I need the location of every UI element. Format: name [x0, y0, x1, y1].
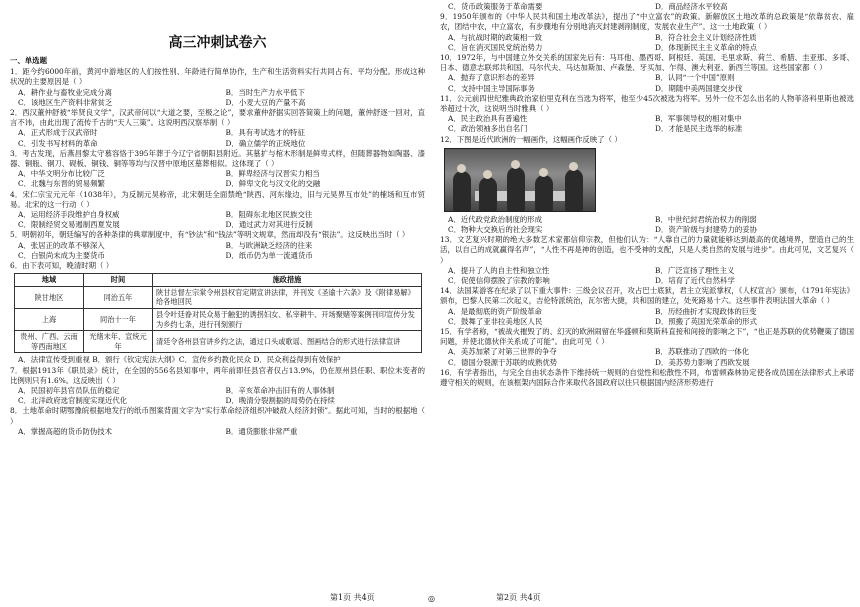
- question-1: 1．距今约6000年前，黄河中游地区的人们按性别、年龄进行简单协作，生产和生活资料实行共同占有、平均分配。形成这种状况的主要原因是（ ）: [10, 67, 425, 87]
- question-11: 11．公元前四世纪雅典政治家伯里克利在当选为将军，他至少45次被选为将军。另外一位不怎么出名的人物菲洛科里斯也被选举超过十次，这说明当时雅典（ ）: [440, 93, 854, 114]
- option: D．小麦大豆的产量不高: [225, 97, 306, 107]
- option: B．当时生产力水平低下: [225, 87, 305, 97]
- option: A．与抗战时期的政策相一致: [448, 32, 543, 42]
- option: D．体现新民主主义革命的特点: [655, 42, 758, 52]
- page-number-left: 第1页 共4页: [330, 593, 375, 602]
- option: B．通货膨胀非常严重: [225, 426, 298, 436]
- question-15: 15．有学者称，“被战火摧毁了的、幻灭的欧洲闹留在华盛顿和莫斯科直接和间接的影响之下”，“也正是苏联的优势鞭策了德国问题，并使北德伙伴关系成了可能”。由此可见（ ）: [440, 327, 854, 347]
- option: B．与欧洲缺乏经济的往来: [225, 240, 313, 250]
- option: C．促使信仰摆脱了宗教的影响: [448, 276, 550, 286]
- option: D．才能是民主选举的标准: [655, 124, 743, 134]
- option: B．辛亥革命冲击旧有的人事体制: [225, 386, 335, 396]
- table-header: 施政措施: [153, 274, 422, 287]
- question-8-options-cont: [440, 2, 854, 12]
- question-10-options: [440, 73, 854, 93]
- question-7: 7．根据1913年《职员录》统计，在全国的556名县知事中，两年前即任县官者仅占13.9%，仍在原州县任职、职位未变者的比例则只有1.6%。这反映出（ ）: [10, 365, 425, 385]
- option: A．正式形成于汉武帝时: [18, 128, 98, 138]
- table-cell: 清廷令各州县官讲乡约之法，通过口头或歌谣、图画结合的形式进行法律宣讲: [153, 331, 422, 353]
- option: D．确立儒学的正统地位: [225, 138, 306, 148]
- option: B．中世纪封君统治权力的削弱: [655, 214, 757, 224]
- table-row: [15, 331, 422, 353]
- option: C．该地区生产资料非常贫乏: [18, 97, 113, 107]
- question-7-options: [10, 386, 425, 406]
- painting-figure-shape: [479, 177, 497, 211]
- option: D．培育了近代自然科学: [655, 276, 735, 286]
- question-16: 16．有学者指出，与完全自由状态条件下维持统一规则的自觉性和松散性不同，布雷顿森林协定使各成员国在法律形式上承诺遵守相关的规则，在该框架内国际合作来取代各国政府以往只根据国内经济形势进行: [440, 367, 854, 388]
- painting-head-shape: [457, 164, 466, 173]
- option: D．资产阶级与封建势力的妥协: [655, 225, 758, 235]
- option: C．白银尚未成为主要货币: [18, 250, 105, 260]
- painting-head-shape: [483, 170, 492, 179]
- table-cell: 上海: [15, 309, 84, 331]
- question-12-options: [440, 215, 854, 235]
- option: C．德国分裂源于苏联的成熟优势: [448, 357, 558, 367]
- option: A．张居正的改革不够深入: [18, 240, 105, 250]
- question-5-options: [10, 241, 425, 261]
- option: B．认同“一个中国”原则: [655, 73, 735, 83]
- question-9: 9．1950年颁布的《中华人民共和国土地改革法》，提出了“中立富农”的政策。新解放区土地改革的总政策是“依靠贫农、雇农，团结中农，中立富农，有步骤地有分别地消灭封建剥削制度，发展农业生产”。这一土地政策（ ）: [440, 12, 854, 32]
- left-column: [10, 2, 425, 437]
- option: D．美苏势力影响了西欧发展: [655, 357, 750, 367]
- painting-head-shape: [511, 160, 520, 169]
- painting-figure-shape: [507, 167, 525, 211]
- option: A．美苏加紧了对第三世界的争夺: [448, 347, 557, 357]
- question-13-options: [440, 266, 854, 286]
- question-15-options: [440, 347, 854, 367]
- table-header: 地域: [15, 274, 84, 287]
- option: A．民主政治具有普遍性: [448, 114, 528, 124]
- table-cell: 同治五年: [84, 286, 153, 308]
- question-8: 8．土地革命时期鄂豫皖根据地发行的纸币图案背面文字为“实行革命经济组织冲破敌人经济封锁”。据此可知，当时的根据地（ ）: [10, 406, 425, 426]
- question-11-options: [440, 114, 854, 134]
- table-cell: 陕甘地区: [15, 286, 84, 308]
- section-heading: 一、单选题: [10, 56, 47, 65]
- option: A．中华文明分布比较广泛: [18, 169, 105, 179]
- table-cell: 同治十一年: [84, 309, 153, 331]
- question-12: 12．下图是近代欧洲的一幅画作，这幅画作反映了（ ）: [440, 134, 622, 144]
- option: C．鼓舞了亚非拉美地区人民: [448, 316, 543, 326]
- page-separator-mark: ◎: [428, 594, 435, 603]
- table-cell: 贵州、广西、云南等西南地区: [15, 331, 84, 353]
- option: A．是最彻底的资产阶级革命: [448, 306, 543, 316]
- table-cell: 陕甘总督左宗棠令州县权官定期宣讲法律，并刊发《圣谕十六条》及《附律易解》给各地回民: [153, 286, 422, 308]
- painting-figure-shape: [535, 175, 553, 211]
- table-row: [15, 286, 422, 308]
- question-5: 5．明朝初年，朝廷编写的各种条律的典章制度中，有“钞法”和“钱法”等明文规章，然而却没有“银法”。这反映出当时（ ）: [10, 230, 410, 240]
- question-8-options: [10, 427, 425, 437]
- option: B．符合社会主义计划经济性质: [655, 32, 757, 42]
- option: B．阻碍东北地区民族交往: [225, 210, 313, 220]
- option: A．耕作业与畜牧业完成分离: [18, 87, 113, 97]
- option: A．抛弃了意识形态的差异: [448, 73, 535, 83]
- painting-image: [444, 148, 596, 212]
- option: C．支持中国主导国际事务: [448, 83, 535, 93]
- question-4-options: [10, 210, 425, 230]
- question-3: 3．考古发现，后燕昌黎太守慕容恪于395年葬于今辽宁省朝阳县附近。其墓扩与棺木形制是鲜卑式样，但随葬器物如陶器、漆器、铜瓶、铜刀、砚板、铜钱、铜等等均与汉晋中原地区墓葬相似。这体现了（ ）: [10, 148, 425, 169]
- option: B．具有考试选才的特征: [225, 128, 305, 138]
- question-14-options: [440, 307, 854, 327]
- option: C．旨在消灭国民党统治势力: [448, 42, 543, 52]
- right-column: [440, 2, 854, 388]
- table-row: [15, 309, 422, 331]
- table-header: 时间: [84, 274, 153, 287]
- painting-head-shape: [539, 168, 548, 177]
- policy-table: [14, 273, 422, 353]
- painting-figure-shape: [565, 169, 583, 211]
- option: D．照搬了英国光荣革命的形式: [655, 316, 758, 326]
- painting-head-shape: [569, 162, 578, 171]
- option: C．货币政策服务于革命需要: [448, 2, 543, 11]
- option: C．北魏与东晋的贸易频繁: [18, 179, 105, 189]
- page-number-right: 第2页 共4页: [496, 593, 541, 602]
- option: B．广泛宣扬了理性主义: [655, 265, 735, 275]
- exam-title: 高三冲刺试卷六: [168, 35, 267, 51]
- option: A．运用经济手段维护自身权威: [18, 210, 120, 220]
- option: D．通过武力对其进行反制: [225, 220, 313, 230]
- question-6-options: [10, 355, 425, 365]
- option: A．提升了人的自主性和独立性: [448, 265, 550, 275]
- option: D．晚清分裂割据的局势仍在持续: [225, 396, 335, 406]
- option: D．期随中美两国建交步伐: [655, 83, 743, 93]
- painting-figure-shape: [453, 171, 471, 211]
- option: D．鲜卑文化与汉文化的交融: [225, 179, 321, 189]
- table-cell: 县令叶廷眷对民众易于触犯的诱拐妇女、私宰耕牛、开场聚赌等案例刊印宣传分发为乡约七条，进行刊刻颁行: [153, 309, 422, 331]
- question-1-options: [10, 88, 425, 108]
- option: A．掌握高超的货币防伪技术: [18, 426, 113, 436]
- question-9-options: [440, 33, 854, 53]
- option: C．政治领袖多出自名门: [448, 124, 528, 134]
- question-3-options: [10, 169, 425, 189]
- question-2-options: [10, 128, 425, 148]
- option: A．近代政党政治制度的形成: [448, 214, 543, 224]
- option: B．苏联推动了西欧的一体化: [655, 347, 750, 357]
- option: D．纸币仍为单一流通货币: [225, 250, 313, 260]
- option: A．法律宣传受到重视 B．颁行《钦定宪法大纲》C．宣传乡约教化民众 D．民众利益得到有效保护: [18, 355, 341, 365]
- question-14: 14．法国某游客在纪录了以下重大事件：三级会议召开，攻占巴士底狱，君主立宪派掌权，《人权宣言》颁布，《1791年宪法》颁布，巴黎人民第二次起义，吉伦特派统治，瓦尔密大捷，共和国的建立，处死路易十六。这些事件表明法国大革命（ ）: [440, 286, 854, 306]
- question-2: 2．西汉董仲舒被“举贤良文学”，汉武帝问以“大道之要，至极之论”，要求董仲舒据实回答简策上的问题，董仲舒逐一回对，直言不讳，由此出现了流传千古的“天人三策”。这说明西汉察举制（ ）: [10, 108, 425, 128]
- option: A．民国初年县官员队伍的稳定: [18, 386, 120, 396]
- option: C．物种大交换后的社会现实: [448, 225, 543, 235]
- question-13: 13．文艺复兴时期的绝大多数艺术家都信仰宗教，但他们认为：“人靠自己的力量就能够达到最高的优越境界，塑造自己的生活，以自己的成就赢得名声”，“人性不再是神的创造，也不受神的支配，只是人类自然的发展与进步”。由此可见，文艺复兴（ ）: [440, 235, 854, 265]
- option: D．商品经济水平较高: [655, 2, 728, 11]
- question-4: 4．宋仁宗宝元元年（1038年），为反制元昊称帝，北宋朝廷全面禁绝“陕西、河东缘边，旧与元昊界互市处”的榷场和互市贸易。北宋的这一行动（ ）: [10, 189, 425, 209]
- option: C．引发书写材料的革命: [18, 138, 98, 148]
- option: C．北洋政府选官制度实现近代化: [18, 396, 128, 406]
- option: C．限制经贸交易遏制西夏发展: [18, 220, 120, 230]
- option: B．鲜卑经济与汉晋实力相当: [225, 169, 320, 179]
- table-header-row: [15, 274, 422, 287]
- table-cell: 光绪末年、宣统元年: [84, 331, 153, 353]
- option: B．军事领导权的相对集中: [655, 114, 742, 124]
- question-10: 10．1972年，与中国建立外交关系的国家先后有：马耳他、墨西哥、阿根廷、英国、毛里求斯、荷兰、希腊、圭亚那、多哥、日本、德意志联邦共和国、马尔代夫、马达加斯加、卢森堡、牙买加、乍得、澳大利亚、新西兰等国。这些国家都（ ）: [440, 53, 854, 73]
- question-6: 6．由下表可知，晚清时期（ ）: [10, 261, 114, 271]
- option: B．历经曲折才实现政体的巨变: [655, 306, 757, 316]
